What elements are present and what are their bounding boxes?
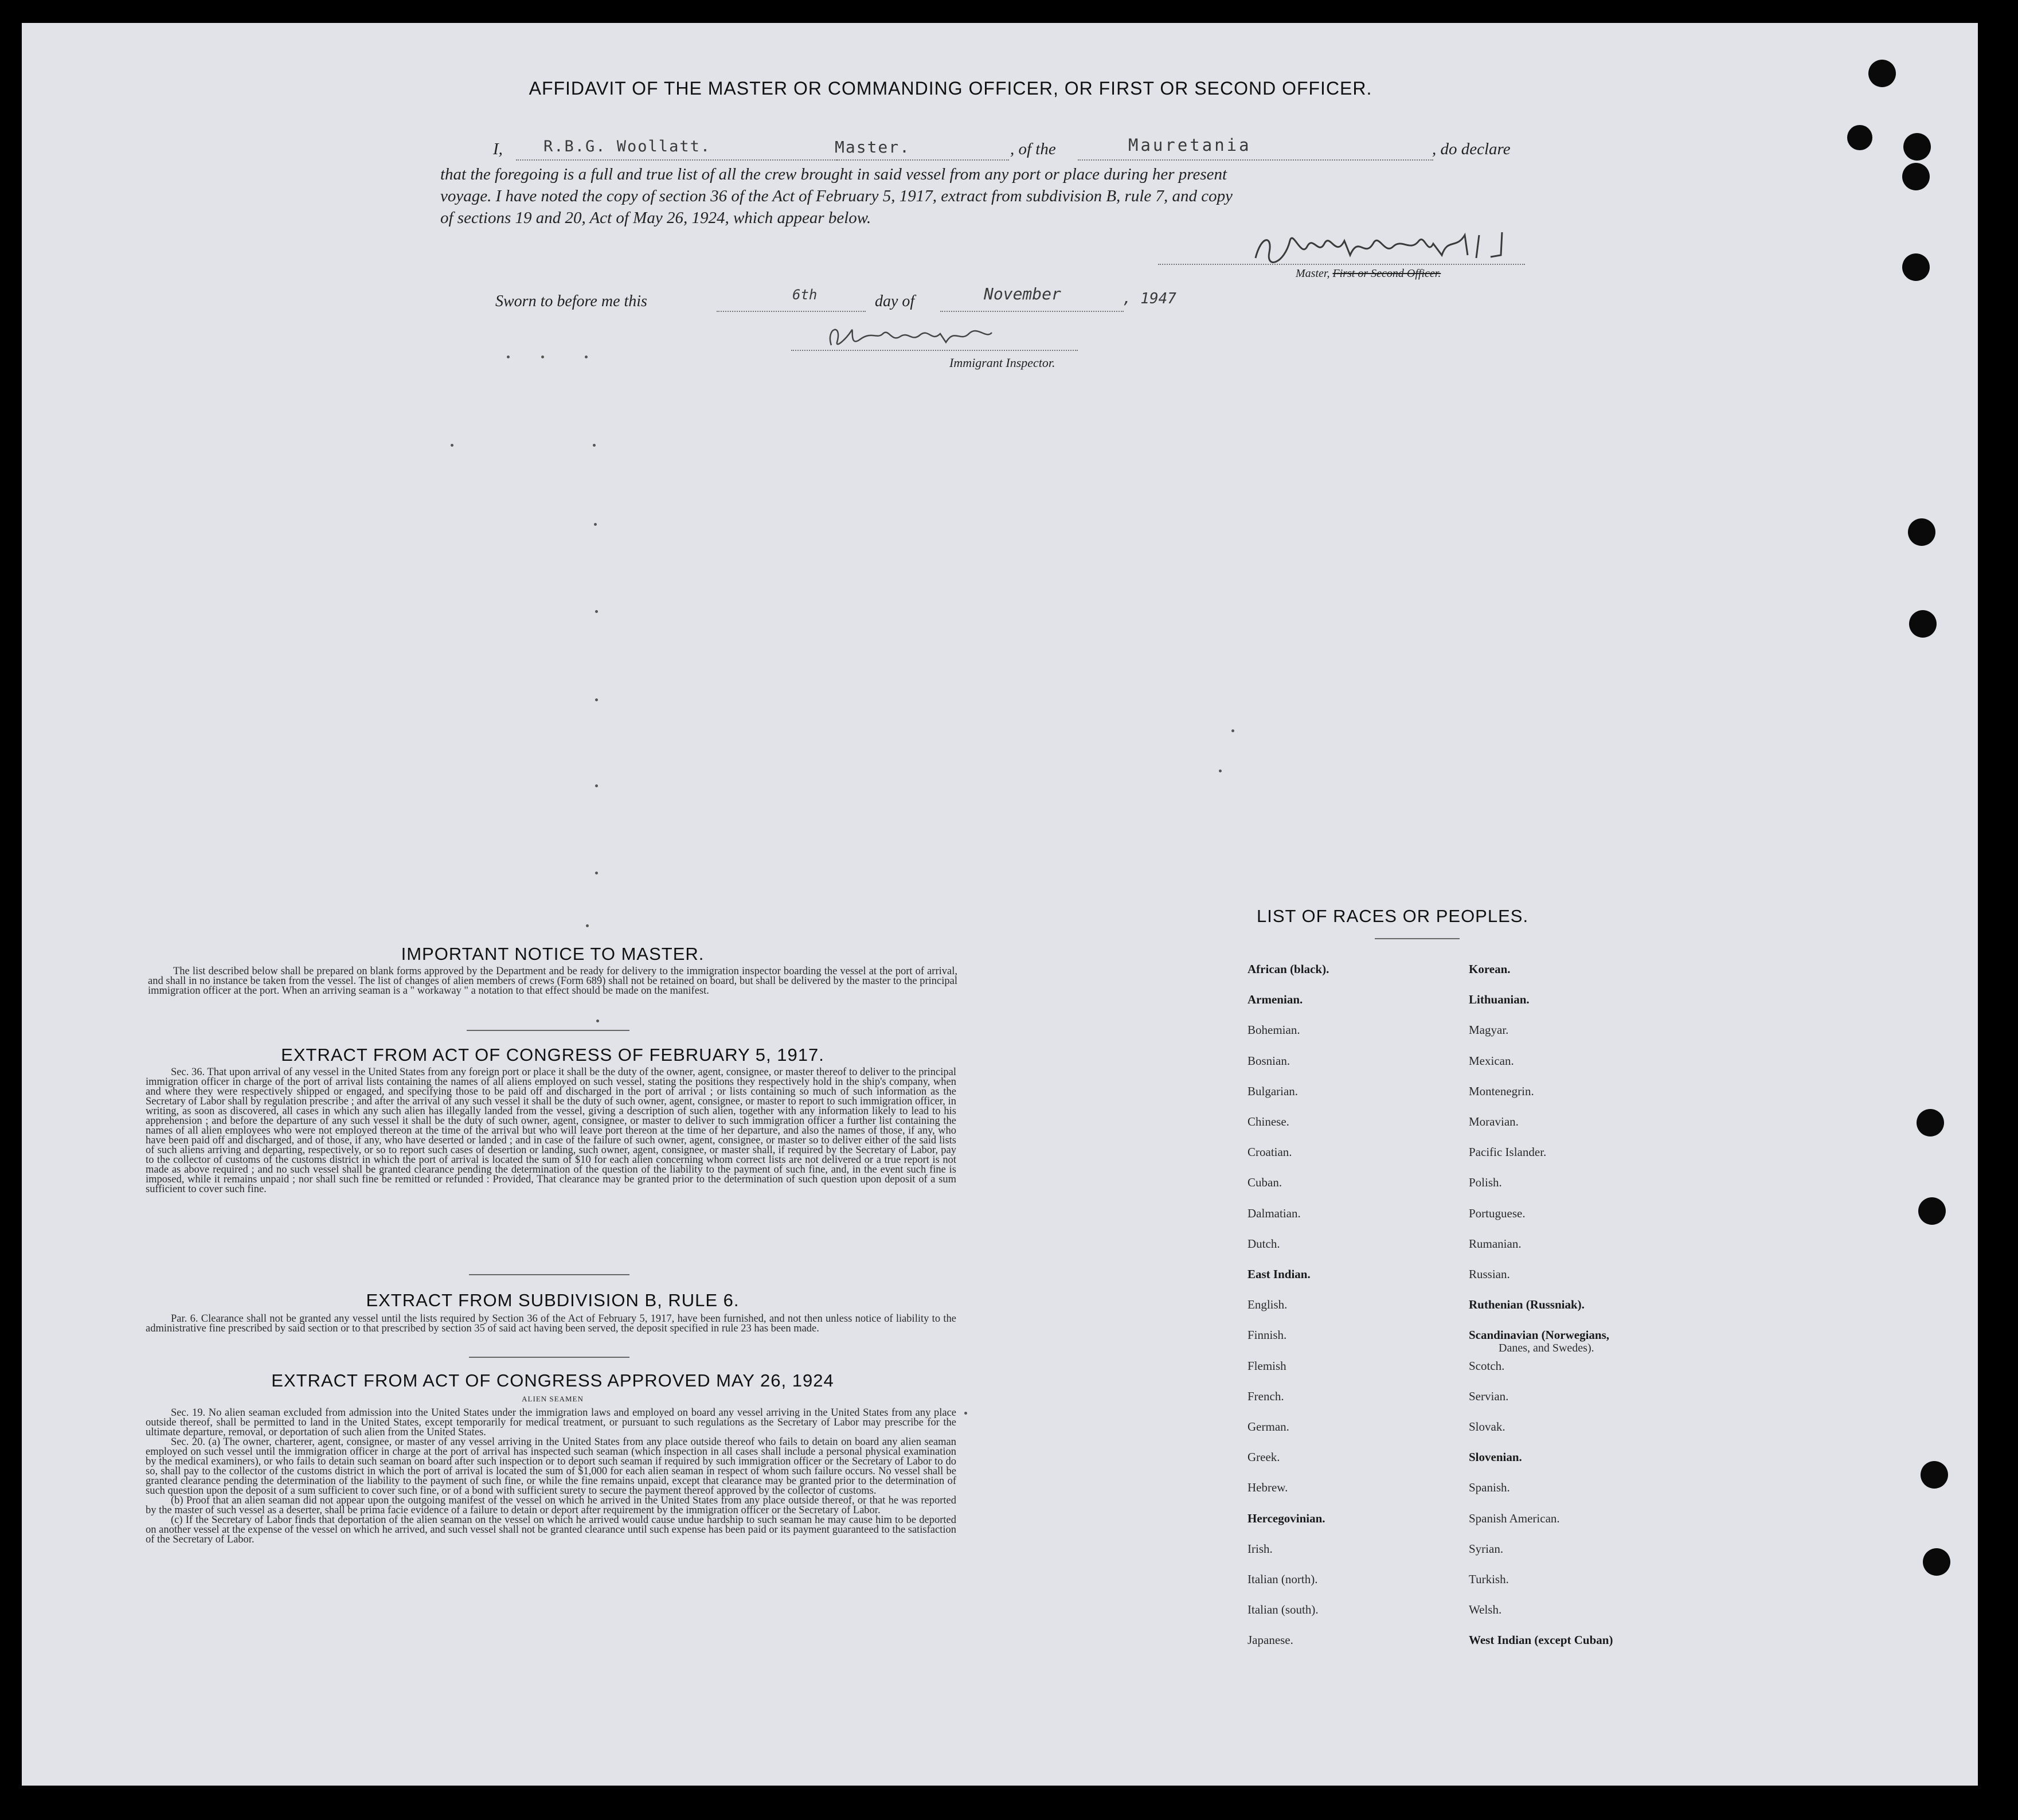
binder-hole bbox=[1847, 125, 1872, 150]
binder-hole bbox=[1908, 518, 1935, 546]
race-item: French. bbox=[1247, 1389, 1284, 1403]
binder-hole bbox=[1917, 1109, 1944, 1136]
sworn-month-field: November bbox=[984, 284, 1061, 303]
binder-hole bbox=[1902, 253, 1930, 281]
race-item: Magyar. bbox=[1469, 1023, 1509, 1037]
binder-hole bbox=[1918, 1197, 1946, 1225]
inspector-line bbox=[791, 350, 1078, 351]
signature-label-struck: First or Second Officer. bbox=[1332, 267, 1441, 280]
par-6-paragraph: Par. 6. Clearance shall not be granted any vessel until the lists required by Section 36 of the Act of February 5, 1917, have been furnished, and not then unless notice of liability to the administrative fine prescribed by said section or to that prescribed by section 35 of said act having been served, the deposit specified in rule 23 has been made. bbox=[146, 1313, 956, 1334]
binder-hole bbox=[1921, 1461, 1948, 1489]
sworn-year-field: , 1947 bbox=[1123, 290, 1176, 307]
race-item: Portuguese. bbox=[1469, 1206, 1526, 1220]
sworn-label: Sworn to before me this bbox=[495, 292, 647, 310]
race-item: German. bbox=[1247, 1420, 1289, 1434]
day-of-label: day of bbox=[875, 292, 915, 310]
extract-1924-title: EXTRACT FROM ACT OF CONGRESS APPROVED MAY 26, 1924 bbox=[271, 1370, 834, 1391]
race-item: Irish. bbox=[1247, 1541, 1273, 1556]
binder-hole bbox=[1909, 610, 1937, 638]
race-item: Hercegovinian. bbox=[1247, 1511, 1325, 1525]
declaration-line-1: that the foregoing is a full and true list of all the crew brought in said vessel from any port or place during her present bbox=[440, 165, 1227, 183]
race-item: Bosnian. bbox=[1247, 1053, 1290, 1068]
scan-mark bbox=[595, 698, 598, 701]
sec-20c-paragraph: (c) If the Secretary of Labor finds that deportation of the alien seaman on the vessel on which he arrived would cause undue hardship to such seaman he may cause him to be deported on another vessel at the expense of the vessel on which he arrived, and such vessel shall not be granted clearance until such expense has been paid or its payment guaranteed to the satisfaction of the Secretary of Labor. bbox=[146, 1514, 956, 1545]
declaration-line-2: voyage. I have noted the copy of section 36 of the Act of February 5, 1917, extract from subdivision B, rule 7, and copy bbox=[440, 187, 1233, 205]
affidavit-title: AFFIDAVIT OF THE MASTER OR COMMANDING OFFICER, OR FIRST OR SECOND OFFICER. bbox=[529, 78, 1372, 99]
race-item: Dutch. bbox=[1247, 1236, 1280, 1251]
extract-1924-text bbox=[146, 1408, 956, 1545]
race-item: Italian (south). bbox=[1247, 1603, 1319, 1617]
do-declare-label: , do declare bbox=[1432, 140, 1511, 158]
race-item: Mexican. bbox=[1469, 1053, 1514, 1068]
notice-title: IMPORTANT NOTICE TO MASTER. bbox=[401, 944, 705, 964]
master-name-field: R.B.G. Woollatt. bbox=[543, 138, 711, 155]
race-item: Turkish. bbox=[1469, 1572, 1509, 1586]
race-item: Lithuanian. bbox=[1469, 993, 1530, 1007]
race-item: Slovenian. bbox=[1469, 1450, 1522, 1464]
race-item: Chinese. bbox=[1247, 1115, 1289, 1128]
rank-field: Master. bbox=[835, 138, 911, 157]
sworn-day-field: 6th bbox=[792, 287, 818, 303]
extract-1917-title: EXTRACT FROM ACT OF CONGRESS OF FEBRUARY 5, 1917. bbox=[281, 1045, 824, 1065]
notice-text bbox=[148, 967, 957, 996]
race-item: English. bbox=[1247, 1298, 1288, 1312]
divider bbox=[1375, 938, 1460, 939]
race-item: Bohemian. bbox=[1247, 1023, 1300, 1037]
scan-mark bbox=[507, 356, 510, 358]
divider bbox=[469, 1274, 629, 1275]
scan-mark bbox=[595, 784, 598, 787]
race-item: Montenegrin. bbox=[1469, 1084, 1534, 1098]
race-item: Welsh. bbox=[1469, 1603, 1502, 1617]
scan-mark bbox=[586, 924, 589, 927]
race-item: Italian (north). bbox=[1247, 1572, 1318, 1586]
race-item: Moravian. bbox=[1469, 1115, 1519, 1128]
race-item: Cuban. bbox=[1247, 1175, 1282, 1190]
declaration-line-3: of sections 19 and 20, Act of May 26, 1924, which appear below. bbox=[440, 209, 871, 227]
rank-line bbox=[837, 159, 1009, 161]
sec-19-paragraph: Sec. 19. No alien seaman excluded from admission into the United States under the immigration laws and employed on board any vessel arriving in the United States from any place outside thereof, shall be permitted to land in the United States, except temporarily for medical treatment, or pursuant to such regulations as the Secretary of Labor may prescribe for the ultimate departure, removal, or deportation of such alien from the United States. bbox=[146, 1407, 956, 1438]
race-item: Croatian. bbox=[1247, 1145, 1292, 1159]
race-item: Scandinavian (Norwegians, bbox=[1469, 1328, 1610, 1342]
sworn-month-line bbox=[940, 311, 1124, 312]
race-item: Russian. bbox=[1469, 1267, 1510, 1281]
scan-mark bbox=[541, 356, 544, 358]
race-item: Finnish. bbox=[1247, 1328, 1287, 1342]
race-item: Scotch. bbox=[1469, 1358, 1505, 1373]
master-signature bbox=[1250, 224, 1536, 270]
race-item: Armenian. bbox=[1247, 993, 1303, 1007]
race-item: Spanish American. bbox=[1469, 1511, 1560, 1525]
race-item: Ruthenian (Russniak). bbox=[1469, 1298, 1585, 1312]
sec-20b-paragraph: (b) Proof that an alien seaman did not appear upon the outgoing manifest of the vessel on which he arrived in the United States from any place outside thereof, or that he was reported by the master of such vessel as a deserter, shall be prima facie evidence of a failure to detain or deport after requirement by the immigration officer or the Secretary of Labor. bbox=[146, 1495, 956, 1516]
race-item: Bulgarian. bbox=[1247, 1084, 1299, 1098]
vessel-name-field: Mauretania bbox=[1128, 135, 1252, 155]
sec-20a-paragraph: Sec. 20. (a) The owner, charterer, agent, consignee, or master of any vessel arriving in the United States from any place outside thereof who fails to detain on board any alien seaman employed on such vessel until the immigration officer in charge at the port of arrival has inspected such seaman (which inspection in all cases shall include a personal physical examination by the medical examiners), or who fails to detain such seaman on board after such inspection or to deport such seaman if required by such immigration officer or the Secretary of Labor to do so, shall pay to the collector of the customs district in which the port of arrival is located the sum of $1,000 for each alien seaman in respect of whom such failure occurs. No vessel shall be granted clearance pending the determination of the liability to the payment of such fine, or while the fine remains unpaid, except that clearance may be granted prior to the determination of such question upon the deposit of a sum sufficient to cover such fine, or of a bond with sufficient surety to secure the payment thereof approved by the collector of customs. bbox=[146, 1436, 956, 1497]
divider bbox=[469, 1357, 629, 1358]
sworn-day-line bbox=[717, 311, 866, 312]
divider bbox=[467, 1030, 629, 1031]
race-item: West Indian (except Cuban) bbox=[1469, 1633, 1613, 1647]
scan-mark bbox=[594, 523, 597, 526]
scan-mark bbox=[595, 610, 598, 613]
master-name-line bbox=[516, 159, 837, 161]
race-item: Spanish. bbox=[1469, 1481, 1510, 1495]
scan-mark bbox=[585, 356, 588, 358]
vessel-name-line bbox=[1078, 159, 1433, 161]
race-item: East Indian. bbox=[1247, 1267, 1311, 1281]
inspector-label: Immigrant Inspector. bbox=[949, 356, 1055, 370]
scan-mark bbox=[451, 444, 453, 447]
alien-seamen-subtitle: ALIEN SEAMEN bbox=[522, 1395, 584, 1403]
binder-hole bbox=[1923, 1548, 1950, 1576]
race-item: Korean. bbox=[1469, 962, 1511, 976]
scan-mark bbox=[596, 1020, 599, 1022]
scan-mark bbox=[593, 444, 596, 447]
race-item: Slovak. bbox=[1469, 1420, 1505, 1434]
race-item: Pacific Islander. bbox=[1469, 1145, 1547, 1159]
race-item: Japanese. bbox=[1247, 1633, 1293, 1647]
scan-mark bbox=[1231, 729, 1234, 732]
extract-rule6-text bbox=[146, 1314, 956, 1334]
race-item: African (black). bbox=[1247, 962, 1329, 976]
signature-label bbox=[1296, 267, 1441, 280]
extract-1917-text bbox=[146, 1068, 956, 1194]
scan-mark bbox=[964, 1412, 967, 1415]
race-item: Flemish bbox=[1247, 1358, 1286, 1373]
race-item: Servian. bbox=[1469, 1389, 1509, 1403]
affidavit-pronoun: I, bbox=[493, 140, 503, 158]
race-item: Greek. bbox=[1247, 1450, 1280, 1464]
race-item: Syrian. bbox=[1469, 1541, 1504, 1556]
of-the-label: , of the bbox=[1010, 140, 1056, 158]
signature-line bbox=[1158, 264, 1525, 265]
sec-36-paragraph: Sec. 36. That upon arrival of any vessel in the United States from any foreign port or place it shall be the duty of the owner, agent, consignee, or master thereof to deliver to the principal immigration officer in charge of the port of arrival lists containing the names of all aliens employed on such vessel, stating the positions they respectively hold in the ship's company, when and where they were respectively shipped or engaged, and specifying those to be paid off and discharged in the port of arrival ; or lists containing so much of such information as the Secretary of Labor shall by regulation prescribe ; and after the arrival of any such vessel it shall be the duty of such owner, agent, consignee, or master to report to such immigration officer, in writing, as soon as discovered, all cases in which any such alien has illegally landed from the vessel, giving a description of such alien, together with any information likely to lead to his apprehension ; and before the departure of any such vessel it shall be the duty of such owner, agent, consignee, or master to deliver to such immigration officer a further list containing the names of all alien employees who were not employed thereon at the time of the arrival but who will leave port thereon at the time of her departure, and also the names of those, if any, who have been paid off and discharged, and of those, if any, who have deserted or landed ; and in case of the failure of such owner, agent, consignee, or master so to deliver either of the said lists of such aliens arriving and departing, respectively, or so to report such cases of desertion or landing, such owner, agent, consignee, or master shall, if required by the Secretary of Labor, pay to the collector of customs of the customs district in which the port of arrival is located the sum of $10 for each alien concerning whom correct lists are not delivered or a true report is not made as above required ; and no such vessel shall be granted clearance pending the determination of the question of the liability to the payment of such fine, and, in the event such fine is imposed, while it remains unpaid ; nor shall such fine be remitted or refunded : Provided, That clearance may be granted prior to the determination of such question upon deposit of a sum sufficient to cover such fine. bbox=[146, 1067, 956, 1195]
race-item: Rumanian. bbox=[1469, 1236, 1522, 1251]
extract-rule6-title: EXTRACT FROM SUBDIVISION B, RULE 6. bbox=[366, 1290, 740, 1310]
binder-hole bbox=[1902, 163, 1930, 190]
race-item: Hebrew. bbox=[1247, 1481, 1288, 1495]
race-item: Polish. bbox=[1469, 1175, 1502, 1190]
race-item-continuation: Danes, and Swedes). bbox=[1499, 1342, 1594, 1354]
binder-hole bbox=[1903, 133, 1931, 161]
scan-mark bbox=[1219, 770, 1222, 772]
notice-paragraph: The list described below shall be prepared on blank forms approved by the Department and be ready for delivery to the immigration inspector boarding the vessel at the port of arrival, and shall in no instance be taken from the vessel. The list of changes of alien members of crews (Form 689) shall not be retained on board, but shall be delivered by the master to the principal immigration officer at the port. When an arriving seaman is a " workaway " a notation to that effect should be made on the manifest. bbox=[148, 966, 957, 997]
signature-label-master: Master, bbox=[1296, 267, 1330, 280]
race-item: Dalmatian. bbox=[1247, 1206, 1301, 1220]
scan-mark bbox=[595, 872, 598, 874]
races-title: LIST OF RACES OR PEOPLES. bbox=[1257, 906, 1529, 926]
